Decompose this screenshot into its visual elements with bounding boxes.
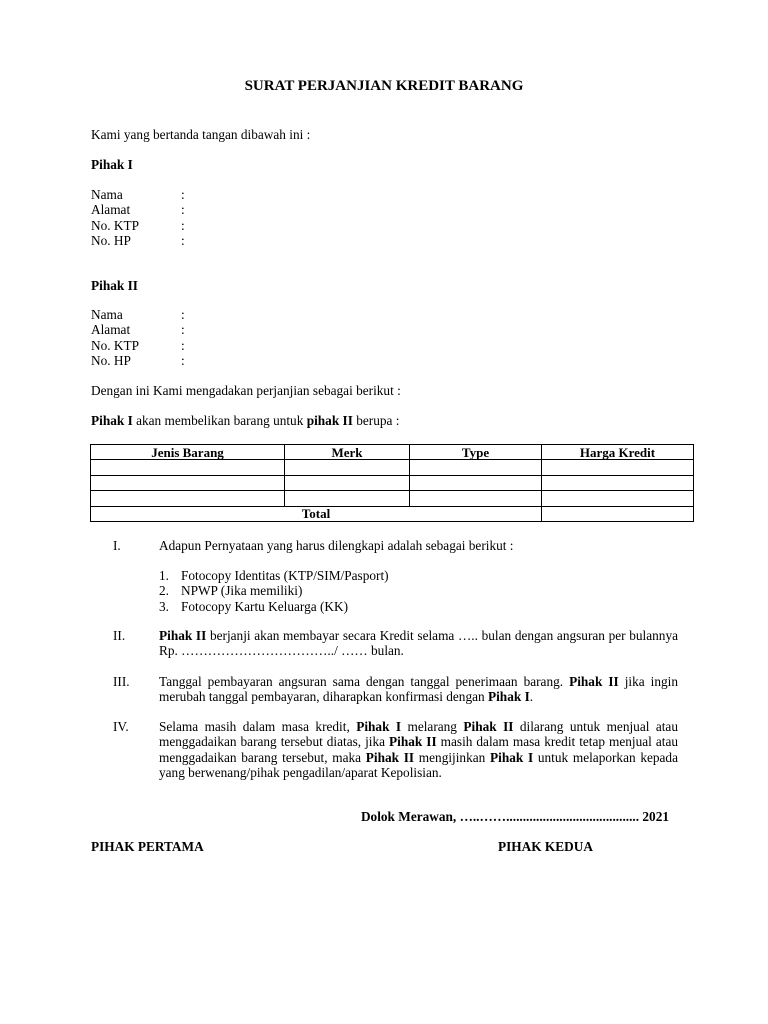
requirements-list bbox=[159, 568, 389, 614]
table-total-row bbox=[91, 506, 694, 521]
field-label: Alamat bbox=[91, 202, 131, 218]
table-cell[interactable] bbox=[285, 475, 410, 490]
field-label: No. HP bbox=[91, 232, 131, 248]
list-item bbox=[159, 568, 389, 583]
field-colon: : bbox=[181, 202, 185, 218]
clause-iv-numeral: IV. bbox=[113, 719, 129, 734]
field-row bbox=[91, 187, 191, 202]
clause-iii-numeral: III. bbox=[113, 674, 130, 689]
field-row bbox=[91, 233, 191, 248]
clause-i-numeral: I. bbox=[113, 538, 121, 553]
intro-text: Kami yang bertanda tangan dibawah ini : bbox=[91, 127, 311, 142]
purchase-mid: akan membelikan barang untuk bbox=[132, 413, 307, 428]
table-row bbox=[91, 460, 694, 475]
field-colon: : bbox=[181, 187, 185, 202]
header-jenis-barang: Jenis Barang bbox=[91, 445, 285, 460]
field-row bbox=[91, 218, 191, 233]
field-row bbox=[91, 307, 191, 322]
table-cell[interactable] bbox=[542, 475, 694, 490]
header-type: Type bbox=[410, 445, 542, 460]
clause-ii-numeral: II. bbox=[113, 628, 126, 643]
clause-party: Pihak II bbox=[463, 719, 514, 734]
table-cell[interactable] bbox=[91, 460, 285, 475]
list-item bbox=[159, 583, 389, 598]
pihak1-heading: Pihak I bbox=[91, 157, 133, 172]
clause-party: Pihak I bbox=[356, 719, 402, 734]
table-cell[interactable] bbox=[410, 460, 542, 475]
field-colon: : bbox=[181, 352, 185, 368]
clause-text: untuk melaporkan kepada yang berwenang/pihak pengadilan/aparat Kepolisian. bbox=[159, 749, 678, 780]
signature-first-party: PIHAK PERTAMA bbox=[91, 839, 204, 854]
purchase-end: berupa : bbox=[352, 413, 400, 428]
field-label: No. HP bbox=[91, 352, 131, 368]
table-row bbox=[91, 475, 694, 490]
clause-party: Pihak II bbox=[365, 749, 415, 765]
list-text: NPWP (Jika memiliki) bbox=[181, 583, 303, 599]
clause-ii-text bbox=[159, 628, 678, 659]
table-cell[interactable] bbox=[410, 491, 542, 506]
clause-party: Pihak II bbox=[569, 674, 619, 689]
purchase-party1: Pihak I bbox=[91, 413, 133, 428]
table-cell[interactable] bbox=[285, 491, 410, 506]
list-text: Fotocopy Identitas (KTP/SIM/Pasport) bbox=[181, 568, 389, 583]
pihak2-fields bbox=[91, 307, 191, 368]
clause-i-text: Adapun Pernyataan yang harus dilengkapi adalah sebagai berikut : bbox=[159, 538, 514, 553]
field-label: No. KTP bbox=[91, 337, 140, 353]
clause-party: Pihak I bbox=[487, 689, 530, 705]
clause-iv-text bbox=[159, 719, 678, 780]
clause-text: . bbox=[529, 689, 534, 705]
table-header-row bbox=[91, 445, 694, 460]
table-cell[interactable] bbox=[542, 491, 694, 506]
clause-text: melarang bbox=[401, 719, 464, 734]
field-label: Nama bbox=[91, 307, 123, 322]
table-cell[interactable] bbox=[410, 475, 542, 490]
field-row bbox=[91, 202, 191, 217]
clause-text: Tanggal pembayaran angsuran sama dengan tanggal penerimaan barang. bbox=[159, 674, 570, 689]
clause-text: jika ingin merubah tanggal pembayaran, diharapkan konfirmasi dengan bbox=[159, 674, 678, 705]
clause-text: berjanji akan membayar secara Kredit selama ….. bulan dengan angsuran per bulannya Rp. ……………………………../ …… bulan. bbox=[159, 628, 678, 659]
clause-text: mengijinkan bbox=[414, 749, 490, 765]
field-colon: : bbox=[181, 322, 185, 338]
purchase-party2: pihak II bbox=[306, 413, 353, 428]
purchase-statement bbox=[91, 413, 399, 428]
clause-text: dilarang untuk menjual atau menggadaikan barang tersebut diatas, jika bbox=[159, 719, 678, 750]
signature-second-party: PIHAK KEDUA bbox=[498, 839, 593, 854]
document-title: SURAT PERJANJIAN KREDIT BARANG bbox=[244, 78, 524, 94]
list-number: 3. bbox=[159, 598, 169, 614]
clause-iii-text bbox=[159, 674, 678, 705]
total-value-cell[interactable] bbox=[542, 506, 694, 521]
table-cell[interactable] bbox=[91, 475, 285, 490]
header-merk: Merk bbox=[285, 445, 410, 460]
table-cell[interactable] bbox=[542, 460, 694, 475]
header-harga-kredit: Harga Kredit bbox=[542, 445, 694, 460]
pihak1-fields bbox=[91, 187, 191, 248]
field-colon: : bbox=[181, 232, 185, 248]
field-colon: : bbox=[181, 307, 185, 322]
field-row bbox=[91, 353, 191, 368]
list-number: 1. bbox=[159, 568, 169, 583]
table-row bbox=[91, 491, 694, 506]
goods-table bbox=[90, 444, 694, 522]
field-label: Nama bbox=[91, 187, 123, 202]
clause-party: Pihak I bbox=[490, 749, 534, 765]
clause-text: Selama masih dalam masa kredit, bbox=[159, 719, 357, 734]
field-row bbox=[91, 322, 191, 337]
list-item bbox=[159, 599, 389, 614]
field-label: Alamat bbox=[91, 322, 131, 338]
place-date: Dolok Merawan, …..……........................................ 2021 bbox=[360, 809, 669, 824]
field-row bbox=[91, 338, 191, 353]
clause-party: Pihak II bbox=[389, 734, 437, 750]
clause-party: Pihak II bbox=[159, 628, 207, 643]
field-colon: : bbox=[181, 337, 185, 353]
agreement-intro: Dengan ini Kami mengadakan perjanjian sebagai berikut : bbox=[91, 383, 401, 398]
list-text: Fotocopy Kartu Keluarga (KK) bbox=[181, 598, 349, 614]
pihak2-heading: Pihak II bbox=[91, 278, 138, 293]
clause-text: masih dalam masa kredit tetap menjual atau menggadaikan barang tersebut, maka bbox=[159, 734, 679, 765]
field-colon: : bbox=[181, 217, 185, 233]
table-cell[interactable] bbox=[285, 460, 410, 475]
list-number: 2. bbox=[159, 583, 169, 599]
total-label: Total bbox=[91, 506, 542, 521]
field-label: No. KTP bbox=[91, 217, 140, 233]
table-cell[interactable] bbox=[91, 491, 285, 506]
